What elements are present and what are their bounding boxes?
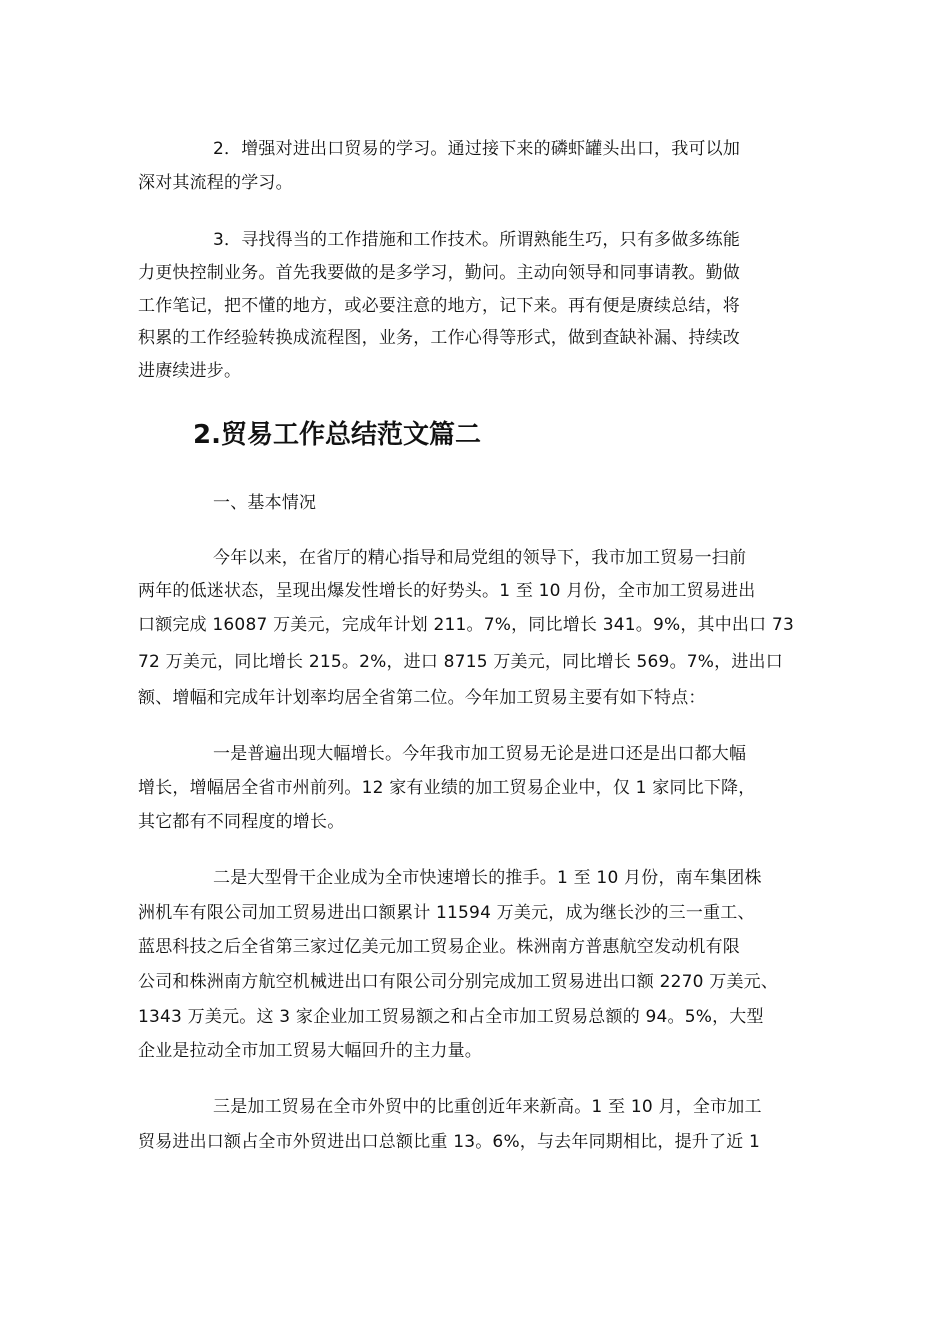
- text-line: 其它都有不同程度的增长。: [138, 812, 345, 832]
- text-line: 增长，增幅居全省市州前列。12 家有业绩的加工贸易企业中，仅 1 家同比下降，: [138, 778, 756, 798]
- text-line: 企业是拉动全市加工贸易大幅回升的主力量。: [138, 1041, 482, 1061]
- text-line: 今年以来，在省厅的精心指导和局党组的领导下，我市加工贸易一扫前: [213, 548, 747, 568]
- text-line: 口额完成 16087 万美元，完成年计划 211。7%，同比增长 341。9%，其中出口 73: [138, 615, 794, 635]
- section-subheading: 一、基本情况: [213, 493, 317, 513]
- text-line: 洲机车有限公司加工贸易进出口额累计 11594 万美元，成为继长沙的三一重工、: [138, 903, 755, 923]
- text-line: 二是大型骨干企业成为全市快速增长的推手。1 至 10 月份，南车集团株: [213, 868, 762, 888]
- text-line: 深对其流程的学习。: [138, 173, 293, 193]
- text-line: 一是普遍出现大幅增长。今年我市加工贸易无论是进口还是出口都大幅: [213, 744, 747, 764]
- text-line: 两年的低迷状态，呈现出爆发性增长的好势头。1 至 10 月份，全市加工贸易进出: [138, 581, 756, 601]
- text-line: 力更快控制业务。首先我要做的是多学习，勤问。主动向领导和同事请教。勤做: [138, 263, 740, 283]
- text-line: 2．增强对进出口贸易的学习。通过接下来的磷虾罐头出口，我可以加: [213, 139, 741, 159]
- text-line: 贸易进出口额占全市外贸进出口总额比重 13。6%，与去年同期相比，提升了近 1: [138, 1132, 761, 1152]
- text-line: 工作笔记，把不懂的地方，或必要注意的地方，记下来。再有便是赓续总结，将: [138, 296, 740, 316]
- section-heading: 2.贸易工作总结范文篇二: [193, 420, 481, 450]
- text-line: 公司和株洲南方航空机械进出口有限公司分别完成加工贸易进出口额 2270 万美元、: [138, 972, 779, 992]
- text-line: 3．寻找得当的工作措施和工作技术。所谓熟能生巧，只有多做多练能: [213, 230, 741, 250]
- text-line: 额、增幅和完成年计划率均居全省第二位。今年加工贸易主要有如下特点：: [138, 688, 706, 708]
- text-line: 蓝思科技之后全省第三家过亿美元加工贸易企业。株洲南方普惠航空发动机有限: [138, 937, 740, 957]
- text-line: 积累的工作经验转换成流程图，业务，工作心得等形式，做到查缺补漏、持续改: [138, 328, 740, 348]
- text-line: 三是加工贸易在全市外贸中的比重创近年来新高。1 至 10 月，全市加工: [213, 1097, 762, 1117]
- text-line: 进赓续进步。: [138, 361, 242, 381]
- text-line: 1343 万美元。这 3 家企业加工贸易额之和占全市加工贸易总额的 94。5%，大型: [138, 1007, 764, 1027]
- text-line: 72 万美元，同比增长 215。2%，进口 8715 万美元，同比增长 569。7%，进出口: [138, 652, 783, 672]
